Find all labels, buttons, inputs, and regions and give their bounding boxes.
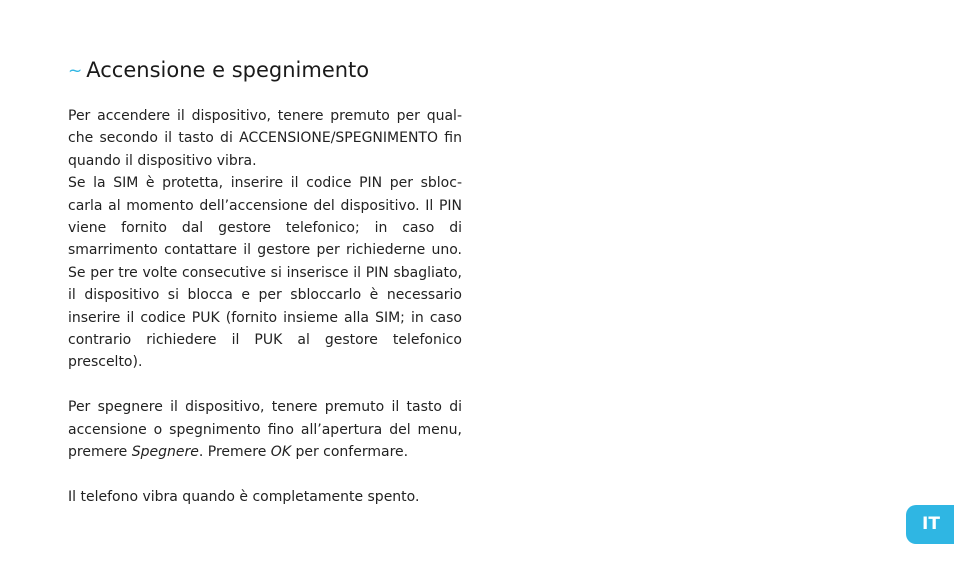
section-title-text: Accensione e spegnimento <box>86 58 370 82</box>
paragraph-vibrate: Il telefono vibra quando è completamente spento. <box>68 488 420 505</box>
language-tab-label: IT <box>922 514 940 534</box>
tilde-marker: ~ <box>68 61 83 81</box>
language-tab <box>906 505 954 544</box>
paragraph-power-off <box>68 396 462 463</box>
power-off-option: Spegnere <box>131 444 199 461</box>
paragraph-spacer <box>68 463 462 485</box>
power-off-text-3: per confermare. <box>295 444 409 461</box>
paragraph-spacer <box>68 374 462 396</box>
confirm-key: OK <box>270 444 291 461</box>
paragraph-sim-pin: Se la SIM è protetta, inserire il codice PIN per sbloc-carla al momento dell’accensione del dispositivo. Il PIN viene fornito dal gestore telefonico; in caso di smarrimento contattare il gestore per richiederne uno. Se per tre volte consecutive si inserisce il PIN sbagliato, il dispositivo si blocca e per sbloccarlo è necessario inserire il codice PUK (fornito insieme alla SIM; in caso contrario richiedere il PUK al gestore telefonico prescelto). <box>68 175 462 371</box>
section-title <box>68 56 369 85</box>
power-off-text-2: . Premere <box>198 444 267 461</box>
power-off-text-1: Per spegnere il dispositivo, tenere premuto il tasto di accensione o spegnimento fino all’apertura del menu, premere <box>68 399 462 461</box>
body-text <box>68 105 462 508</box>
paragraph-power-on: Per accendere il dispositivo, tenere premuto per qual-che secondo il tasto di ACCENSIONE/SPEGNIMENTO fin quando il dispositivo vibra. <box>68 108 462 169</box>
